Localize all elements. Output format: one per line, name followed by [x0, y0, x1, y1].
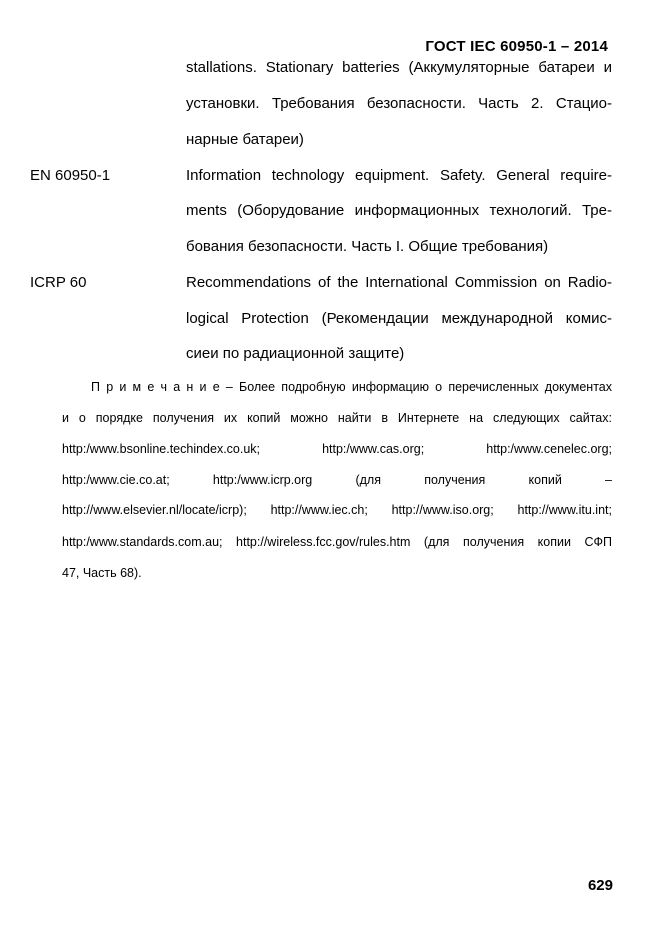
note-line: П р и м е ч а н и е – Более подробную информацию о перечисленных документах — [91, 380, 612, 394]
entry-line: бования безопасности. Часть I. Общие требования) — [186, 238, 549, 255]
document-header: ГОСТ IEC 60950-1 – 2014 — [425, 38, 608, 55]
note-line: http:/www.cie.co.at; http:/www.icrp.org (для получения копий – — [62, 473, 612, 487]
entry-line: сиеи по радиационной защите) — [186, 345, 405, 362]
note-line: http:/www.standards.com.au; http://wireless.fcc.gov/rules.htm (для получения копии СФП — [62, 535, 612, 549]
note-line: 47, Часть 68). — [62, 566, 142, 580]
reference-term: ICRP 60 — [30, 274, 87, 291]
entry-line: нарные батареи) — [186, 131, 304, 148]
entry-line: logical Protection (Рекомендации международной комис- — [186, 310, 612, 327]
entry-line: ments (Оборудование информационных технологий. Тре- — [186, 202, 612, 219]
note-line: http:/www.bsonline.techindex.co.uk; http:/www.cas.org; http:/www.cenelec.org; — [62, 442, 612, 456]
entry-line: установки. Требования безопасности. Часть 2. Стацио- — [186, 95, 612, 112]
note-line: и о порядке получения их копий можно найти в Интернете на следующих сайтах: — [62, 411, 612, 425]
entry-line: stallations. Stationary batteries (Аккумуляторные батареи и — [186, 59, 612, 76]
entry-line: Recommendations of the International Commission on Radio- — [186, 274, 612, 291]
entry-line: Information technology equipment. Safety. General require- — [186, 167, 612, 184]
reference-term: EN 60950-1 — [30, 167, 111, 184]
page-number: 629 — [587, 877, 613, 894]
note-line: http://www.elsevier.nl/locate/icrp); http://www.iec.ch; http://www.iso.org; http://www.itu.int; — [62, 503, 612, 517]
